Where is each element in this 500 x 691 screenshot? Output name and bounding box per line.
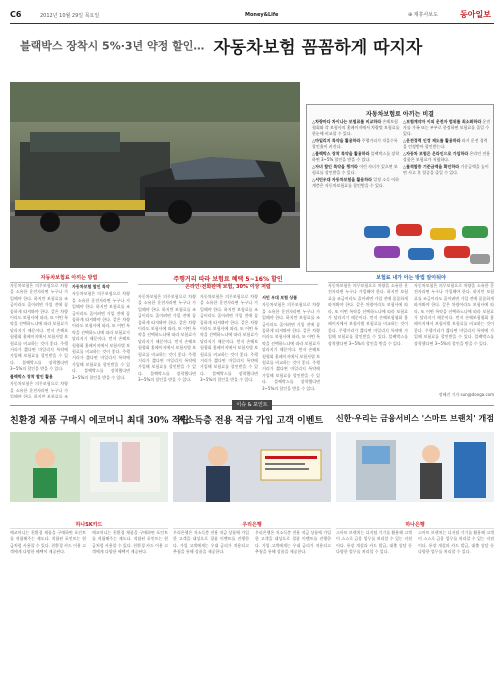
bank-staff-photo: [173, 432, 331, 502]
story-subhead: 블랙박스 장착 할인 활용: [10, 373, 53, 379]
issue-date: 2012년 10월 29일 목요일: [40, 13, 100, 19]
banner-tag: 이슈 & 포인트: [232, 400, 272, 410]
tips-box-title: 자동차보험료 아끼는 비결: [366, 111, 434, 118]
bottom-body-2b: [255, 530, 331, 680]
story-col2-title: 주행거리 따라 보험료 혜택 5~16% 할인: [138, 274, 318, 285]
headline: [20, 33, 480, 63]
newspaper-logo: 동아일보: [460, 9, 491, 19]
main-photo-tow-truck: [10, 82, 300, 268]
bottom-photo-3: [336, 432, 494, 502]
bottom-text: 스마트 브랜치는 디지털 기기를 활용해 고객이 스스로 금융 업무를 처리할 수 있는 지점이다. 통장 개설과 카드 발급, 대출 상담 등 다양한 업무를 처리할 수 있다.: [418, 530, 494, 555]
bottom-body-1b: [92, 530, 168, 680]
tips-col-1: [312, 119, 400, 190]
tip-head: △자동차 보험은 온라인으로 가입하라: [403, 151, 469, 156]
tip-head: △블랙박스 장착 특약을 활용하라: [312, 151, 370, 156]
bottom-body-3b: [418, 530, 494, 680]
bottom-headline-3: 신한·우리는 금융서비스 '스마트 브랜치' 개점: [336, 413, 494, 423]
tip-text: 온라인 전용 상품은 보험료가 저렴하다.: [403, 151, 491, 162]
reporter-credit: 정혜진 기자 sun@donga.com: [438, 392, 494, 397]
tip-text: 일정 소득 이하 계층은 자동차보험료를 할인받을 수 있다.: [312, 177, 399, 188]
story-text: 자동차보험은 의무보험으로 차량을 소유한 운전자라면 누구나 가입해야 한다. 하지만 보험료를 조: [10, 381, 68, 398]
page-header: [10, 8, 494, 22]
story-col3-title: 보험료 내가 아는 방법 알아둬야: [328, 274, 494, 283]
toy-cars-illustration: [360, 220, 494, 272]
story-col2a: [138, 294, 196, 398]
headline-sub: 블랙박스 장착시 5%·3년 약정 할인…: [20, 39, 205, 53]
bottom-text: 에코머니는 친환경 제품을 구매하면 포인트를 적립해주는 제도다. 적립된 포인트는 현금처럼 사용할 수 있다. 친환경 카드 이용 고객에게 다양한 혜택이 제공된다.: [92, 530, 168, 555]
bottom-caption-title-1: 하나SK카드: [10, 521, 168, 529]
story-col2-subtitle: 온라인·전화판매 보험, 30% 이상 저렴: [185, 284, 271, 290]
eco-store-photo: [10, 432, 168, 502]
story-col2b: [200, 294, 258, 398]
bottom-text: 에코머니는 친환경 제품을 구매하면 포인트를 적립해주는 제도다. 적립된 포인트는 현금처럼 사용할 수 있다. 친환경 카드 이용 고객에게 다양한 혜택이 제공된다.: [10, 530, 86, 555]
bottom-body-2a: [173, 530, 249, 680]
tip-text: 과거 운전 경력을 인정받아 할인받는다.: [403, 138, 488, 149]
bottom-photo-1: [10, 432, 168, 502]
smart-branch-photo: [336, 432, 494, 502]
tip-head: △마일리지 특약을 활용하라: [312, 138, 361, 143]
bottom-photo-2: [173, 432, 331, 502]
story-text: 자동차보험은 의무보험으로 차량을 소유한 운전자라면 누구나 가입해야 한다. 하지만 보험료를 조금이라도 줄이려면 가입 전에 꼼꼼하게 따져봐야 한다. 같은 차량이라도 보험사에 따라, 또 어떤 특약을 선택하느냐에 따라 보험료가 달라지기 때문이다. 먼저 손해보험협회 홈페이지에서 보험사별 보험료를 비교하는 것이 좋다. 주행거리가 짧다면 마일리지 특약에 가입해 보험료를 할인받을 수 있다. 블랙박스를 장착했다면 3~5%의 할인을 받을 수 있다.: [138, 294, 196, 383]
story-col1a: [10, 283, 68, 398]
section-name: Money&Life: [245, 12, 279, 18]
tip-text: 블랙박스를 장착하면 3~5% 할인을 받을 수 있다.: [312, 151, 400, 162]
story-text: 자동차보험은 의무보험으로 차량을 소유한 운전자라면 누구나 가입해야 한다. 하지만 보험료를 조금이라도 줄이려면 가입 전에 꼼꼼하게 따져봐야 한다. 같은 차량이라도 보험사에 따라, 또 어떤 특약을 선택하느냐에 따라 보험료가 달라지기 때문이다. 먼저 손해보험협회 홈페이지에서 보험사별 보험료를 비교하는 것이 좋다. 주행거리가 짧다면 마일리지 특약에 가입해 보험료를 할인받을 수 있다. 블랙박스를 장착했다면 3~5%의 할인을 받을 수 있다.: [414, 283, 494, 346]
bottom-text: 스마트 브랜치는 디지털 기기를 활용해 고객이 스스로 금융 업무를 처리할 수 있는 지점이다. 통장 개설과 카드 발급, 대출 상담 등 다양한 업무를 처리할 수 있다.: [336, 530, 412, 555]
story-subhead: 자동차보험 할인 특약: [72, 284, 110, 289]
tip-head: △물적할증 기준금액을 확인하라: [403, 164, 460, 169]
tip-head: △차량마다 차이나는 보험료를 비교하라: [312, 119, 382, 124]
story-text: 자동차보험은 의무보험으로 차량을 소유한 운전자라면 누구나 가입해야 한다. 하지만 보험료를 조금이라도 줄이려면 가입 전에 꼼꼼하게 따져봐야 한다. 같은 차량이라도 보험사에 따라, 또 어떤 특약을 선택하느냐에 따라 보험료가 달라지기 때문이다. 먼저 손해보험협회 홈페이지에서 보험사별 보험료를 비교하는 것이 좋다. 주행거리가 짧다면 마일리지 특약에 가입해 보험료를 할인받을 수 있다. 블랙박스를 장착했다면 3~5%의 할인을 받을 수 있다.: [328, 283, 408, 346]
story-text: 자동차보험은 의무보험으로 차량을 소유한 운전자라면 누구나 가입해야 한다. 하지만 보험료를 조금이라도 줄이려면 가입 전에 꼼꼼하게 따져봐야 한다. 같은 차량이라도 보험사에 따라, 또 어떤 특약을 선택하느냐에 따라 보험료가 달라지기 때문이다. 먼저 손해보험협회 홈페이지에서 보험사별 보험료를 비교하는 것이 좋다. 주행거리가 짧다면 마일리지 특약에 가입해 보험료를 할인받을 수 있다. 블랙박스를 장착했다면 3~5%의 할인을 받을 수 있다.: [72, 291, 130, 380]
header-rule: [10, 23, 494, 24]
tip-head: △보험계약자 이외 운전자 범위를 최소화하라: [403, 119, 482, 124]
tip-text: 주행거리가 적을수록 할인율이 커진다.: [312, 138, 398, 149]
tip-head: △운전경력 인정 제도를 활용하라: [403, 138, 461, 143]
story-col3b: [414, 283, 494, 391]
story-text: 자동차보험은 의무보험으로 차량을 소유한 운전자라면 누구나 가입해야 한다. 하지만 보험료를 조금이라도 줄이려면 가입 전에 꼼꼼하게 따져봐야 한다. 같은 차량이라도 보험사에 따라, 또 어떤 특약을 선택하느냐에 따라 보험료가 달라지기 때문이다. 먼저 손해보험협회 홈페이지에서 보험사별 보험료를 비교하는 것이 좋다. 주행거리가 짧다면 마일리지 특약에 가입해 보험료를 할인받을 수 있다. 블랙박스를 장착했다면 3~5%의 할인을 받을 수 있다.: [262, 302, 320, 391]
headline-main: 자동차보험 꼼꼼하게 따지자: [213, 38, 423, 58]
bottom-body-1a: [10, 530, 86, 680]
accident-scene-illustration: [10, 82, 300, 268]
bottom-caption-title-3: 하나은행: [336, 521, 494, 529]
tip-text: 기준금액을 높이면 사고 후 할증을 줄일 수 있다.: [403, 164, 489, 175]
story-col1b: [72, 283, 130, 398]
bottom-headline-1: 친환경 제품 구매시 에코머니 최대 30% 적립: [10, 416, 189, 426]
tip-head: △서민우대 자동차보험을 활용하라: [312, 177, 372, 182]
issue-point-banner: [10, 400, 494, 412]
story-subhead: 서민 우대 보험 상품: [262, 295, 298, 300]
tip-text: 운전자를 가족 또는 부부로 한정하면 보험료를 줄일 수 있다.: [403, 119, 491, 136]
bottom-body-3a: [336, 530, 412, 680]
page-number: C6: [10, 10, 22, 19]
tip-text: 손해보험협회와 각 보험사의 홈페이지에서 차량별 보험료를 한눈에 비교할 수 있다.: [312, 119, 400, 136]
toy-cars-icon: [360, 220, 494, 272]
bottom-headline-2: 저소득층 전용 적금 가입 고객 이벤트: [177, 416, 324, 426]
tip-text: 어린 자녀가 있으면 보험료를 할인받을 수 있다.: [312, 164, 398, 175]
bottom-caption-title-2: 우리은행: [173, 521, 331, 529]
bottom-text: 우리은행은 저소득층 전용 적금 상품에 가입한 고객을 대상으로 경품 이벤트를 진행한다. 가입 고객에게는 우대 금리가 적용되고 추첨을 통해 상품을 제공한다.: [173, 530, 249, 555]
partner-label: ⊕ 제휴사보도: [408, 12, 438, 18]
story-col2c: [262, 294, 320, 398]
bottom-text: 우리은행은 저소득층 전용 적금 상품에 가입한 고객을 대상으로 경품 이벤트를 진행한다. 가입 고객에게는 우대 금리가 적용되고 추첨을 통해 상품을 제공한다.: [255, 530, 331, 555]
story-col3a: [328, 283, 408, 398]
story-text: 자동차보험은 의무보험으로 차량을 소유한 운전자라면 누구나 가입해야 한다. 하지만 보험료를 조금이라도 줄이려면 가입 전에 꼼꼼하게 따져봐야 한다. 같은 차량이라도 보험사에 따라, 또 어떤 특약을 선택하느냐에 따라 보험료가 달라지기 때문이다. 먼저 손해보험협회 홈페이지에서 보험사별 보험료를 비교하는 것이 좋다. 주행거리가 짧다면 마일리지 특약에 가입해 보험료를 할인받을 수 있다. 블랙박스를 장착했다면 3~5%의 할인을 받을 수 있다.: [200, 294, 258, 383]
tips-col-2: [403, 119, 491, 177]
story-col1-title: 자동차보험료 아끼는 방법: [10, 274, 128, 283]
tip-head: △자녀 할인 특약을 챙겨라: [312, 164, 358, 169]
story-text: 자동차보험은 의무보험으로 차량을 소유한 운전자라면 누구나 가입해야 한다. 하지만 보험료를 조금이라도 줄이려면 가입 전에 꼼꼼하게 따져봐야 한다. 같은 차량이라도 보험사에 따라, 또 어떤 특약을 선택하느냐에 따라 보험료가 달라지기 때문이다. 먼저 손해보험협회 홈페이지에서 보험사별 보험료를 비교하는 것이 좋다. 주행거리가 짧다면 마일리지 특약에 가입해 보험료를 할인받을 수 있다. 블랙박스를 장착했다면 3~5%의 할인을 받을 수 있다.: [10, 283, 68, 372]
